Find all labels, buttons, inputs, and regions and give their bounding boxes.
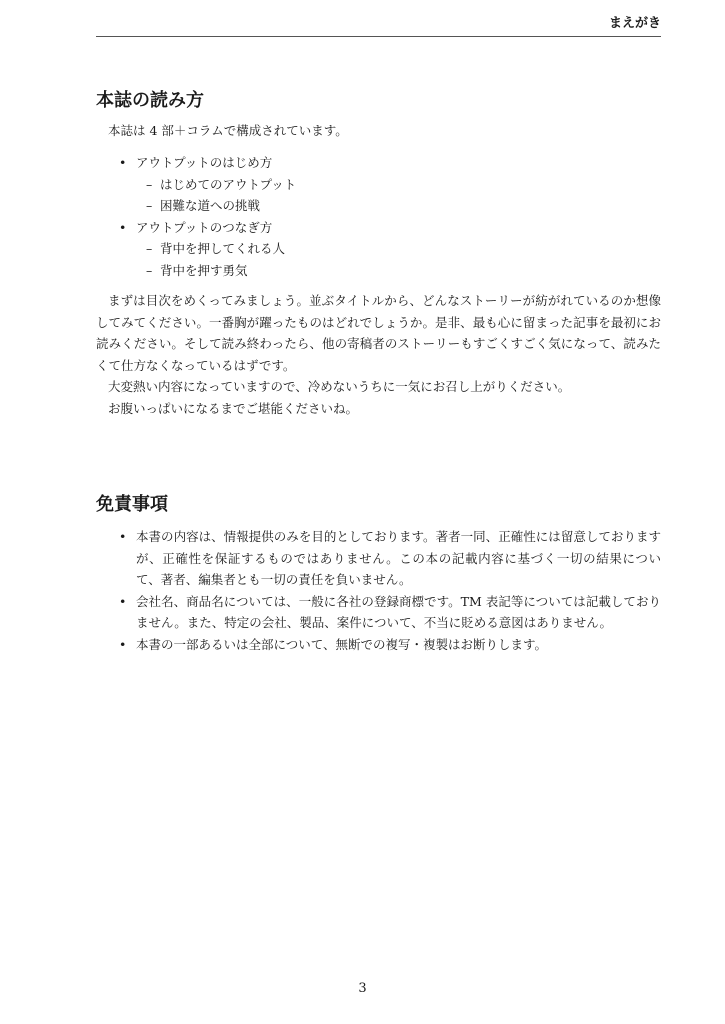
part-item: [96, 152, 661, 217]
part-item: [96, 217, 661, 282]
running-title: まえがき: [608, 16, 661, 31]
section-heading-disclaimer: 免責事項: [96, 494, 168, 515]
part-title: アウトプットのはじめ方: [136, 155, 273, 170]
section-heading-how-to-read: 本誌の読み方: [96, 90, 204, 111]
body-paragraph: 大変熱い内容になっていますので、冷めないうちに一気にお召し上がりください。: [108, 379, 571, 394]
body-paragraph: まずは目次をめくってみましょう。並ぶタイトルから、どんなストーリーが紡がれているのか想像してみてください。一番胸が躍ったものはどれでしょうか。是非、最も心に留まった記事を最初にお読みください。そして読み終わったら、他の寄稿者のストーリーもすごくすごく気になって、読みたくて仕方なくなっているはずです。: [96, 293, 661, 373]
chapter-list: [136, 174, 661, 217]
intro-paragraph: 本誌は 4 部＋コラムで構成されています。: [108, 123, 348, 138]
disclaimer-list: [96, 526, 661, 655]
parts-outline: [96, 152, 661, 281]
part-title: アウトプットのつなぎ方: [136, 219, 273, 235]
chapter-item: – 困難な道への挑戦: [136, 195, 661, 217]
running-header: [96, 14, 661, 37]
disclaimer-item: • 本書の一部あるいは全部について、無断での複写・複製はお断りします。: [96, 634, 661, 656]
disclaimer-item: • 会社名、商品名については、一般に各社の登録商標です。TM 表記等については記載しておりません。また、特定の会社、製品、案件について、不当に貶める意図はありません。: [96, 591, 661, 634]
chapter-item: – 背中を押す勇気: [136, 260, 661, 282]
disclaimer-item: • 本書の内容は、情報提供のみを目的としております。著者一同、正確性には留意しておりますが、正確性を保証するものではありません。この本の記載内容に基づく一切の結果について、著者、編集者とも一切の責任を負いません。: [96, 526, 661, 591]
chapter-list: [136, 238, 661, 281]
page-number: 3: [358, 981, 367, 996]
reading-guide-paragraphs: [96, 290, 661, 419]
chapter-item: – 背中を押してくれる人: [136, 238, 661, 260]
body-paragraph: お腹いっぱいになるまでご堪能くださいね。: [108, 400, 359, 416]
chapter-item: – はじめてのアウトプット: [136, 174, 661, 196]
